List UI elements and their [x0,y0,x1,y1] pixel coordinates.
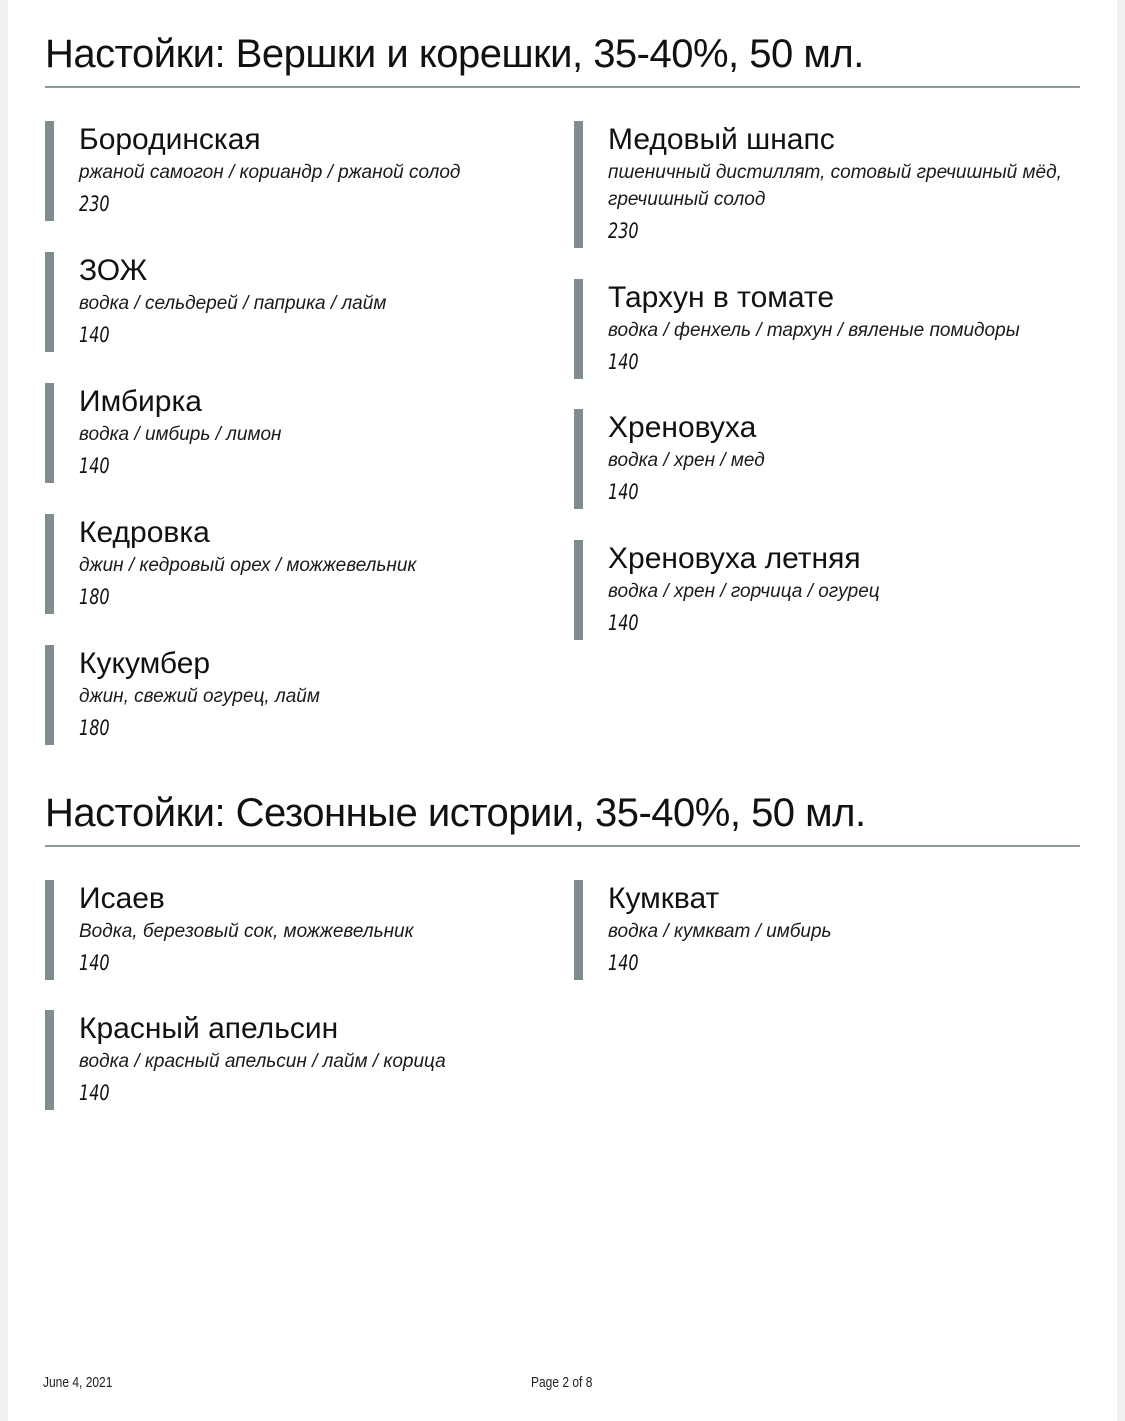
item-description: водка / красный апельсин / лайм / корица [79,1051,446,1072]
item-price: 140 [79,454,110,478]
item-name: Исаев [79,882,165,915]
item-price: 230 [79,192,110,216]
item-description: пшеничный дистиллят, сотовый гречишный мёд, гречишный солод [608,162,1062,210]
footer-date: June 4, 2021 [43,1374,113,1391]
item-description: водка / фенхель / тархун / вяленые помидоры [608,320,1020,341]
menu-item-khrenovukha [574,409,1084,509]
item-price: 140 [79,951,110,975]
item-price: 140 [608,480,639,504]
item-name: Кумкват [608,882,720,915]
item-description: джин, свежий огурец, лайм [79,686,320,707]
menu-item-kukumber [45,645,505,745]
menu-item-isaev [45,880,505,980]
menu-item-imbirka [45,383,505,483]
menu-item-krasny-apelsin [45,1010,505,1110]
item-price: 140 [79,1081,110,1105]
item-price: 180 [79,716,110,740]
menu-item-khrenovukha-letnyaya [574,540,1084,640]
item-description: водка / кумкват / имбирь [608,921,832,942]
item-price: 140 [608,350,639,374]
item-price: 140 [608,951,639,975]
item-name: ЗОЖ [79,254,148,287]
item-description: водка / сельдерей / паприка / лайм [79,293,387,314]
footer-page-number: Page 2 of 8 [531,1374,593,1391]
section-vershki-koreshki [45,30,1080,88]
item-description: Водка, березовый сок, можжевельник [79,921,414,942]
item-name: Медовый шнапс [608,123,835,156]
item-name: Бородинская [79,123,261,156]
item-price: 140 [79,323,110,347]
item-description: ржаной самогон / кориандр / ржаной солод [79,162,461,183]
section-title: Настойки: Вершки и корешки, 35-40%, 50 мл. [45,32,864,76]
item-name: Хреновуха [608,411,757,444]
item-name: Имбирка [79,385,202,418]
item-description: джин / кедровый орех / можжевельник [79,555,417,576]
item-price: 230 [608,219,639,243]
item-name: Хреновуха летняя [608,542,861,575]
item-name: Кукумбер [79,647,211,680]
menu-item-kumkvat [574,880,1084,980]
menu-item-zozh [45,252,505,352]
item-name: Красный апельсин [79,1012,339,1045]
menu-item-kedrovka [45,514,505,614]
item-name: Кедровка [79,516,210,549]
item-price: 140 [608,611,639,635]
item-name: Тархун в томате [608,281,835,314]
section-sezonnye-istorii [45,789,1080,847]
item-price: 180 [79,585,110,609]
menu-item-borodinskaya [45,121,505,221]
menu-item-medovy-shnaps [574,121,1084,248]
item-description: водка / хрен / горчица / огурец [608,581,880,602]
section-title: Настойки: Сезонные истории, 35-40%, 50 мл. [45,791,866,835]
item-description: водка / хрен / мед [608,450,765,471]
item-description: водка / имбирь / лимон [79,424,282,445]
section-divider [45,86,1080,88]
section-divider [45,845,1080,847]
menu-item-tarkhun-v-tomate [574,279,1084,379]
menu-page [8,0,1117,1421]
